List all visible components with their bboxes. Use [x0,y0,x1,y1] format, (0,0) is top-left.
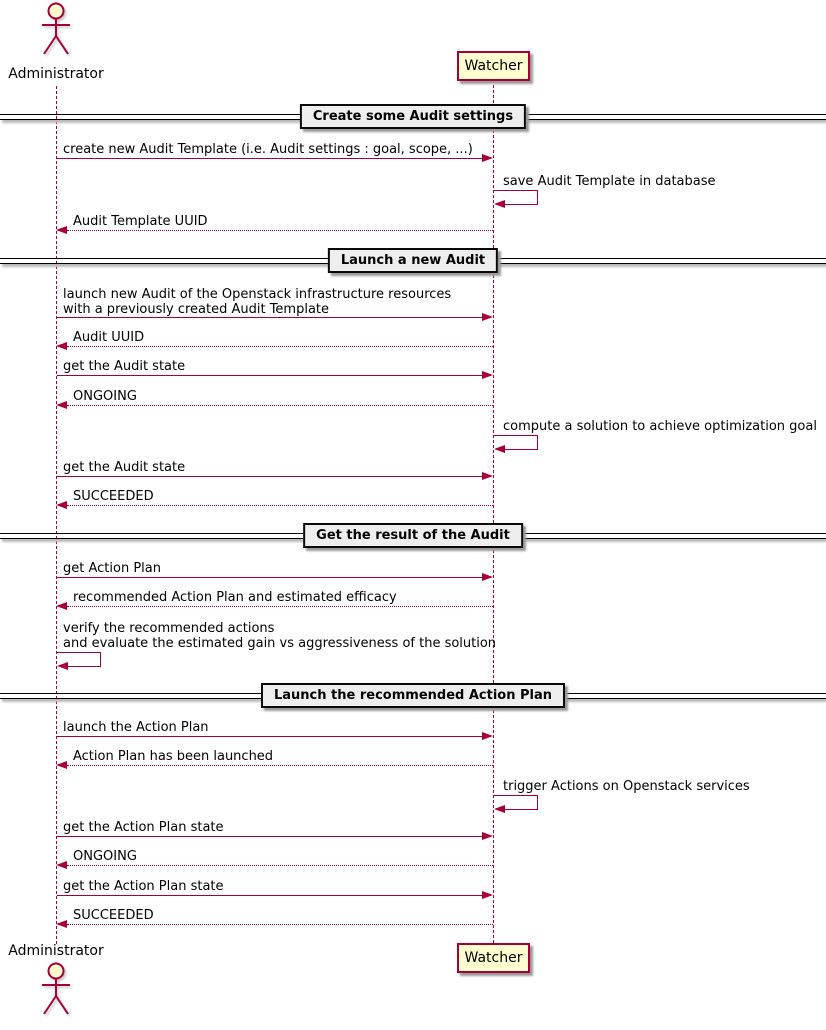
arrowhead-right-icon [482,732,493,740]
message-label: create new Audit Template (i.e. Audit settings : goal, scope, ...) [63,142,473,157]
message-line [57,895,482,896]
watcher-participant-bottom [457,943,530,973]
message-label: get the Action Plan state [63,879,224,894]
message-label: trigger Actions on Openstack services [503,779,750,794]
arrowhead-right-icon [482,154,493,162]
self-message-line [505,809,538,810]
message-label: save Audit Template in database [503,174,716,189]
message-label: verify the recommended actions [63,621,275,636]
self-message-line [494,795,538,796]
arrowhead-left-icon [56,761,67,769]
arrowhead-left-icon [57,662,68,670]
message-line [57,836,482,837]
message-line [67,405,493,406]
message-label: get Action Plan [63,561,161,576]
message-line [57,375,482,376]
message-line [57,476,482,477]
arrowhead-left-icon [494,200,505,208]
arrowhead-right-icon [482,573,493,581]
message-line [67,346,493,347]
message-label: ONGOING [73,389,137,404]
message-label: compute a solution to achieve optimization goal [503,419,817,434]
message-label: Audit Template UUID [73,214,208,229]
self-message-line [494,190,538,191]
divider-launch-action-plan [261,683,565,708]
message-line [67,765,493,766]
message-label: Action Plan has been launched [73,749,274,764]
arrowhead-right-icon [482,832,493,840]
arrowhead-right-icon [482,313,493,321]
message-line [57,158,482,159]
administrator-actor-icon [38,2,74,62]
message-label: launch new Audit of the Openstack infrastructure resources [63,287,452,302]
self-message-line [505,204,538,205]
divider-get-result-audit [303,523,523,548]
watcher-label-top: Watcher [464,58,523,74]
administrator-label-top: Administrator [8,66,104,82]
message-line [67,924,493,925]
divider-label: Launch the recommended Action Plan [273,688,553,703]
divider-launch-new-audit [328,248,498,273]
divider-label: Create some Audit settings [312,109,514,124]
message-label: SUCCEEDED [73,908,154,923]
self-message-line [100,652,101,666]
arrowhead-right-icon [482,891,493,899]
arrowhead-left-icon [56,226,67,234]
arrowhead-left-icon [494,805,505,813]
arrowhead-left-icon [56,920,67,928]
arrowhead-left-icon [56,861,67,869]
self-message-line [537,795,538,809]
message-label: Audit UUID [73,330,145,345]
message-line [67,606,493,607]
message-label: and evaluate the estimated gain vs aggressiveness of the solution [63,636,497,651]
self-message-line [57,652,101,653]
message-label: get the Audit state [63,460,186,475]
watcher-participant-top [457,51,530,81]
administrator-label-bottom: Administrator [8,943,104,959]
divider-create-audit-settings [300,104,526,129]
self-message-line [494,435,538,436]
self-message-line [537,190,538,204]
message-line [67,865,493,866]
self-message-line [537,435,538,449]
message-line [67,505,493,506]
message-line [57,317,482,318]
message-label: ONGOING [73,849,137,864]
message-line [57,577,482,578]
arrowhead-right-icon [482,371,493,379]
administrator-actor-icon [38,960,74,1024]
message-line [57,736,482,737]
lifeline-administrator [56,86,57,944]
arrowhead-left-icon [56,401,67,409]
message-label: with a previously created Audit Template [63,302,330,317]
message-label: launch the Action Plan [63,720,209,735]
divider-label: Get the result of the Audit [316,528,510,543]
self-message-line [68,666,101,667]
message-label: get the Audit state [63,359,186,374]
watcher-label-bottom: Watcher [464,950,523,966]
arrowhead-left-icon [56,342,67,350]
arrowhead-left-icon [494,445,505,453]
divider-label: Launch a new Audit [340,253,486,268]
message-label: recommended Action Plan and estimated efficacy [73,590,397,605]
message-line [67,230,493,231]
arrowhead-left-icon [56,602,67,610]
self-message-line [505,449,538,450]
message-label: SUCCEEDED [73,489,154,504]
lifeline-watcher [493,80,494,943]
arrowhead-right-icon [482,472,493,480]
arrowhead-left-icon [56,501,67,509]
message-label: get the Action Plan state [63,820,224,835]
